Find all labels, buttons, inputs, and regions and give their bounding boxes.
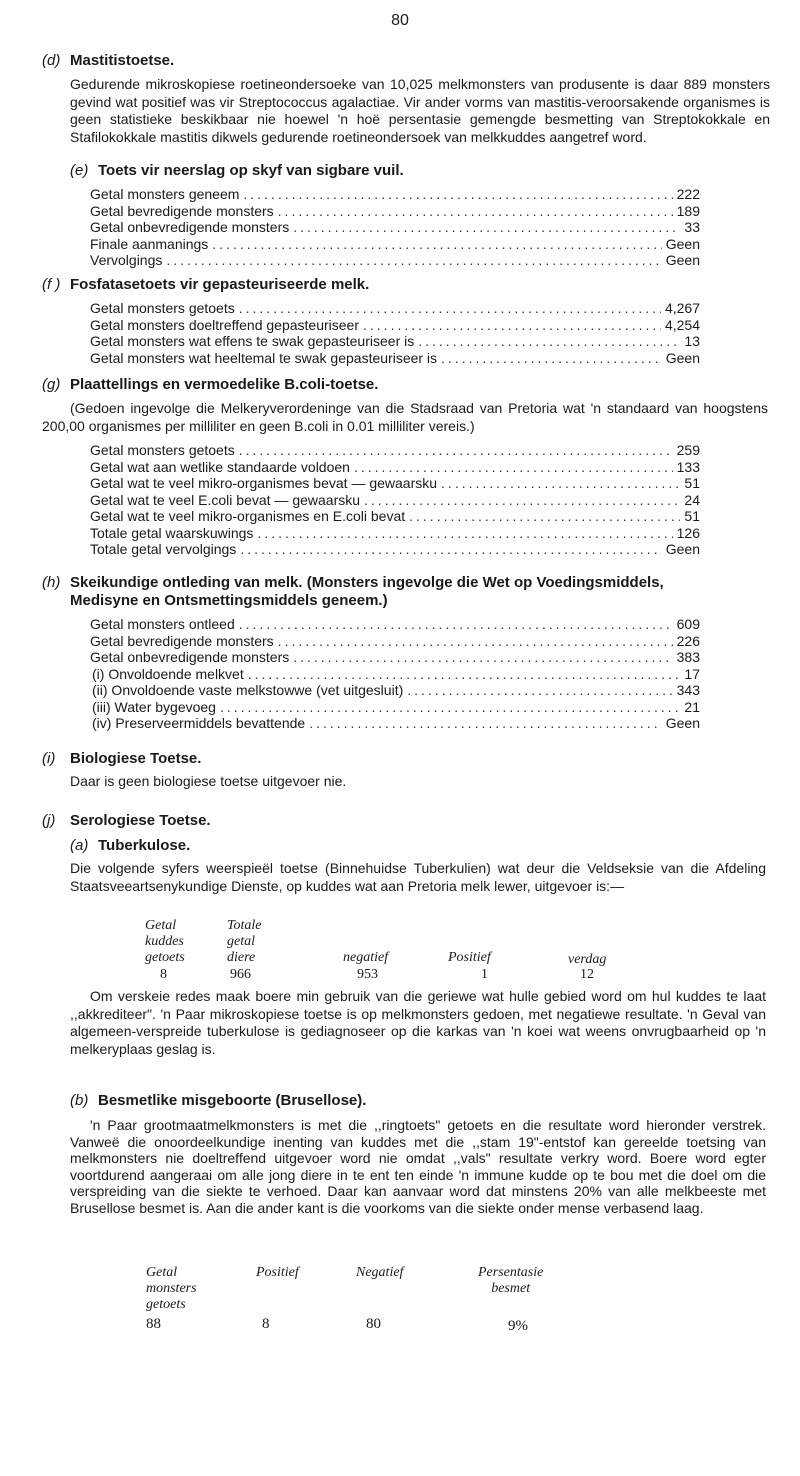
page-number: 80 (391, 12, 409, 29)
section-j-a-paragraph: Die volgende syfers weerspieël toetse (Binnehuidse Tuberkulien) wat deur die Veldseksie van die Afdeling Staatsveeartsenykundige Dienste, op kuddes wat aan Pretoria melk lewer, uitgevoer is:— (70, 860, 766, 894)
section-i-label: (i) (42, 750, 56, 767)
section-g-label: (g) (42, 376, 61, 393)
tb-value-animals: 966 (230, 967, 251, 982)
section-h-title-line1: Skeikundige ontleding van melk. (Monsters ingevolge die Wet op Voedingsmiddels, (70, 574, 664, 591)
section-e-title: Toets vir neerslag op skyf van sigbare vuil. (98, 162, 404, 179)
section-i-title: Biologiese Toetse. (70, 750, 202, 767)
list-item: Getal onbevredigende monsters ..... 383 (90, 649, 700, 666)
list-item: Getal bevredigende monsters ..... 226 (90, 633, 700, 650)
list-item: Getal monsters getoets ..... 259 (90, 442, 700, 459)
tb-col-negative-header: negatief (343, 950, 389, 965)
list-item: Getal wat aan wetlike standaarde voldoen ..... 133 (90, 459, 700, 476)
section-j-a-label: (a) (70, 837, 89, 854)
list-item: (i) Onvoldoende melkvet ..... 17 (90, 666, 700, 683)
tb-value-negative: 953 (357, 967, 378, 982)
section-d-title: Mastitistoetse. (70, 52, 175, 69)
section-j-b-paragraph: 'n Paar grootmaatmelkmonsters is met die ,,ringtoets" getoets en die resultate word hieronder verstrek. Vanweë die onoordeelkundige inenting van kuddes met die ,,stam 19"-entstof kan gereelde toetsing van melkmonsters nie doeltreffend uitgevoer word nie omdat ,,vals" resultate verkry word. Boere word egter voortdurend aangeraai om alle jong diere in te ent ten einde 'n immune kudde op te bou met die doel om die verspreiding van die siekte te verhoed. Daar kan aanvaar word dat minstens 20% van alle melkbeeste met Brusellose besmet is. Aan die ander kant is die voorkoms van die siekte onder mense verbasend laag. (70, 1117, 766, 1216)
bru-value-samples: 88 (146, 1316, 161, 1332)
list-item: Totale getal vervolgings ..... Geen (90, 541, 700, 558)
list-item: (ii) Onvoldoende vaste melkstowwe (vet uitgesluit) ..... 343 (90, 682, 700, 699)
list-item: Getal monsters getoets ..... 4,267 (90, 300, 700, 317)
section-d-label: (d) (42, 52, 61, 69)
section-e-label: (e) (70, 162, 89, 179)
tb-col-positive-header: Positief (448, 950, 491, 965)
section-g-paragraph: (Gedoen ingevolge die Melkeryverordeninge van die Stadsraad van Pretoria wat 'n standaard van hoogstens 200,00 organismes per milliliter en geen B.coli in 0.01 milliliter vereis.) (42, 400, 768, 434)
section-h-title-line2: Medisyne en Ontsmettingsmiddels geneem.) (70, 592, 388, 609)
list-item: Getal monsters wat heeltemal te swak gepasteuriseer is ..... Geen (90, 350, 700, 367)
tb-col-herds-header: Getal kuddes getoets (145, 918, 185, 965)
bru-value-negative: 80 (366, 1316, 381, 1332)
section-j-label: (j) (42, 812, 56, 829)
tb-col-suspect-header: verdag (568, 952, 607, 967)
list-item: Getal wat te veel mikro-organismes bevat — gewaarsku ..... 51 (90, 475, 700, 492)
section-j-b-title: Besmetlike misgeboorte (Brusellose). (98, 1092, 367, 1109)
list-item: Totale getal waarskuwings ..... 126 (90, 525, 700, 542)
section-i-text: Daar is geen biologiese toetse uitgevoer nie. (70, 773, 347, 789)
section-j-title: Serologiese Toetse. (70, 812, 211, 829)
section-j-b-label: (b) (70, 1092, 89, 1109)
section-g-title: Plaattellings en vermoedelike B.coli-toetse. (70, 376, 379, 393)
list-item: Getal monsters wat effens te swak gepasteuriseer is ..... 13 (90, 333, 700, 350)
bru-value-positive: 8 (262, 1316, 270, 1332)
list-item: Getal wat te veel E.coli bevat — gewaarsku ..... 24 (90, 492, 700, 509)
bru-value-percentage: 9% (508, 1318, 528, 1334)
section-j-a-paragraph2: Om verskeie redes maak boere min gebruik van die geriewe wat hulle gebied word om hul kuddes te laat ,,akkrediteer". 'n Paar mikroskopiese toetse is op melkmonsters gedoen, met negatiewe resultate. 'n Geval van algemeen-verspreide tuberkulose is gediagnoseer op die karkas van 'n koei wat weens onvrugbaarheid op 'n melkeryplaas geslag is. (70, 988, 766, 1057)
list-item: Getal monsters doeltreffend gepasteuriseer ..... 4,254 (90, 317, 700, 334)
list-item: Finale aanmanings ..... Geen (90, 236, 700, 253)
list-item: Vervolgings ..... Geen (90, 252, 700, 269)
bru-col-positive-header: Positief (256, 1265, 299, 1280)
section-h-label: (h) (42, 574, 61, 591)
list-item: (iii) Water bygevoeg ..... 21 (90, 699, 700, 716)
list-item: Getal wat te veel mikro-organismes en E.coli bevat ..... 51 (90, 508, 700, 525)
list-item: Getal monsters geneem ..... 222 (90, 186, 700, 203)
bru-col-percentage-header: Persentasie besmet (478, 1265, 544, 1296)
section-d-paragraph: Gedurende mikroskopiese roetineondersoeke van 10,025 melkmonsters van produsente is daar 889 monsters gevind wat positief was vir Streptococcus agalactiae. Vir ander vorms van mastitis-veroorsakende organismes is geen statistieke beskikbaar nie hoewel 'n hoë persentasie gemengde besmetting van Streptokokkale en Stafilokokkale mastitis dikwels gedurende roetineondersoek van melkkuddes aangetref word. (70, 76, 770, 145)
bru-col-samples-header: Getal monsters getoets (146, 1265, 197, 1312)
section-f-title: Fosfatasetoets vir gepasteuriseerde melk. (70, 276, 370, 293)
tb-col-animals-header: Totale getal diere (227, 918, 262, 965)
list-item: Getal bevredigende monsters ..... 189 (90, 203, 700, 220)
tb-value-positive: 1 (481, 967, 488, 982)
section-f-label: (f ) (42, 276, 61, 293)
list-item: (iv) Preserveermiddels bevattende ..... Geen (90, 715, 700, 732)
section-j-a-title: Tuberkulose. (98, 837, 191, 854)
bru-col-negative-header: Negatief (356, 1265, 404, 1280)
list-item: Getal onbevredigende monsters ..... 33 (90, 219, 700, 236)
tb-value-herds: 8 (160, 967, 167, 982)
tb-value-suspect: 12 (580, 967, 594, 982)
list-item: Getal monsters ontleed ..... 609 (90, 616, 700, 633)
